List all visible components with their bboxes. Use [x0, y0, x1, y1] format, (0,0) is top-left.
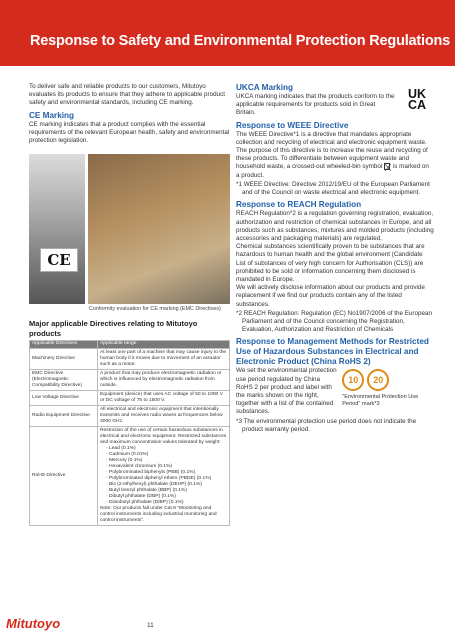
weee-text: The WEEE Directive*1 is a directive that mandates appropriate collection and recycling of electrical and electronic equipment waste. The purpose of this directive is to increase the reuse and recycling of these products. To differentiate between equipment waste and household waste, a crossed-out wheeled-bin symbol	[236, 130, 428, 171]
table-row	[30, 369, 230, 390]
ce-mark-logo: CE	[40, 248, 78, 272]
rohs-intro: Restriction of the use of certain hazardous substances in electrical and electronic equipment. Restricted substances and maximum concentration values tolerated by weight:	[100, 427, 227, 445]
right-column	[236, 83, 434, 434]
directive-name: EMC Directive (Electromagnetic Compatibility Directive)	[30, 369, 98, 390]
china-rohs-paragraph: We set the environmental protection use period regulated by China RoHS 2 per product and label with the marks shown on the right, together with a list of the contained substances.	[236, 367, 337, 416]
weee-paragraph	[236, 131, 434, 180]
list-item: · Bis (2-ethylhexyl) phthalate (DEHP) (0.1%)	[106, 481, 202, 487]
table-row	[30, 348, 230, 369]
table-header: Applicable Directives	[30, 340, 98, 348]
ukca-mark-bottom: CA	[407, 98, 427, 112]
ce-heading: CE Marking	[29, 110, 75, 120]
list-item: · Butyl benzyl phthalate (BBP) (0.1%)	[106, 487, 188, 493]
directive-name: Low Voltage Directive	[30, 390, 98, 405]
ce-photo	[29, 154, 230, 304]
ce-paragraph: CE marking indicates that a product complies with the essential requirements of the relevant European health, safety and environmental protection legislation.	[29, 120, 230, 145]
crossed-bin-icon	[384, 163, 390, 170]
left-column	[29, 83, 230, 526]
photo-caption: Conformity evaluation for CE marking (EMC Directives)	[89, 306, 221, 313]
substance-list	[106, 446, 227, 506]
ukca-mark-top: UK	[407, 87, 427, 101]
mitutoyo-logo: Mitutoyo	[6, 616, 61, 631]
title-banner	[0, 0, 455, 66]
china-rohs-heading: Response to Management Methods for Restricted Use of Hazardous Substances in Electrical and Electronic Product (China RoHS 2)	[236, 337, 429, 367]
table-header-row	[30, 340, 230, 348]
ukca-paragraph: UKCA marking indicates that the products conform to the applicable requirements for products sold in Great Britain.	[236, 93, 395, 117]
list-item: · Hexavalent chromium (0.1%)	[106, 463, 173, 469]
table-row	[30, 405, 230, 426]
epup-marks	[342, 367, 434, 416]
epup-caption: "Environmental Protection Use Period" mark*3	[342, 394, 419, 408]
directive-range: A product that may produce electromagnetic radiation or which is influenced by electromagnetic radiation from outside.	[98, 369, 230, 390]
reach-paragraph-3: We will actively disclose information about our products and provide replacement if we find our products contain any of the listed substances.	[236, 284, 425, 308]
weee-heading: Response to WEEE Directive	[236, 120, 349, 130]
directive-name: Radio Equipment Directive	[30, 405, 98, 426]
product-photo	[29, 154, 85, 304]
rohs-note: Note: Our products fall under Cat.9 "Monitoring and control instruments including industrial monitoring and control instruments".	[100, 505, 217, 523]
reach-heading: Response to REACH Regulation	[236, 200, 362, 210]
page-number: 11	[147, 622, 154, 629]
reach-paragraph-1: REACH Regulation*2 is a regulation governing registration, evaluation, authorization and restriction of chemical substances in Europe, and all products such as substances, mixtures and molded products (including accessories and packaging materials) are regulated.	[236, 210, 434, 243]
list-item: · Lead (0.1%)	[106, 445, 136, 451]
ukca-heading: UKCA Marking	[236, 83, 294, 92]
china-rohs-section	[236, 367, 434, 416]
list-item: · Diisobutyl phthalate (DIBP) (0.1%)	[106, 499, 184, 505]
epup-icons	[342, 369, 434, 391]
list-item: · Dibutyl phthalate (DBP) (0.1%)	[106, 493, 176, 499]
list-item: · Mercury (0.1%)	[106, 457, 143, 463]
weee-footnote: *1 WEEE Directive: Directive 2012/19/EU of the European Parliament and of the Council on waste electrical and electronic equipment.	[236, 181, 430, 197]
table-row	[30, 426, 230, 525]
table-header: Applicable range	[98, 340, 230, 348]
directive-range: Equipment (device) that uses AC voltage of 50 to 1000 V or DC voltage of 75 to 1500 V.	[98, 390, 230, 405]
china-rohs-footnote: *3 The environmental protection use period does not indicate the product warranty period.	[236, 417, 417, 433]
intro-paragraph: To deliver safe and reliable products to our customers, Mitutoyo evaluates its products to ensure that they adhere to applicable product safety and environmental standards, including CE marking.	[29, 83, 226, 107]
emc-lab-photo	[88, 154, 230, 304]
directive-name: Machinery Directive	[30, 348, 98, 369]
ukca-mark-logo	[400, 89, 434, 115]
table-title: Major applicable Directives relating to Mitutoyo products	[29, 318, 198, 338]
list-item: · Cadmium (0.01%)	[106, 451, 149, 457]
directive-name: RoHS Directive	[30, 426, 98, 525]
directive-range: All electrical and electronic equipment that intentionally transmits and receives radio waves at frequencies below 3000 GHz.	[98, 405, 230, 426]
table-row	[30, 390, 230, 405]
reach-paragraph-2: Chemical substances scientifically proven to be substances that are hazardous to human health and the global environment (Candidate List of substances of very high concern for Authorisation (CLS)) are prohibited to be sold or information concerning them disclosed is mandated in Europe.	[236, 243, 425, 284]
list-item: · Polybrominated diphenyl ethers (PBDE) (0.1%)	[106, 475, 212, 481]
list-item: · Polybrominated biphenyls (PBB) (0.1%)	[106, 469, 196, 475]
epup-10-icon: 10	[342, 369, 364, 391]
directive-range: At least one part of a machine that may cause injury to the human body if it moves due to movement of an actuator such as a motor.	[98, 348, 230, 369]
epup-20-icon: 20	[367, 369, 389, 391]
reach-footnote: *2 REACH Regulation: Regulation (EC) No1907/2006 of the European Parliament and of the Council concerning the Registration, Evaluation, Authorization and Restriction of Chemicals	[236, 309, 433, 334]
page-title: Response to Safety and Environmental Protection Regulations	[30, 33, 451, 49]
directive-range	[98, 426, 230, 525]
directives-table	[29, 340, 230, 526]
weee-text-end: is marked on a product.	[236, 163, 429, 179]
